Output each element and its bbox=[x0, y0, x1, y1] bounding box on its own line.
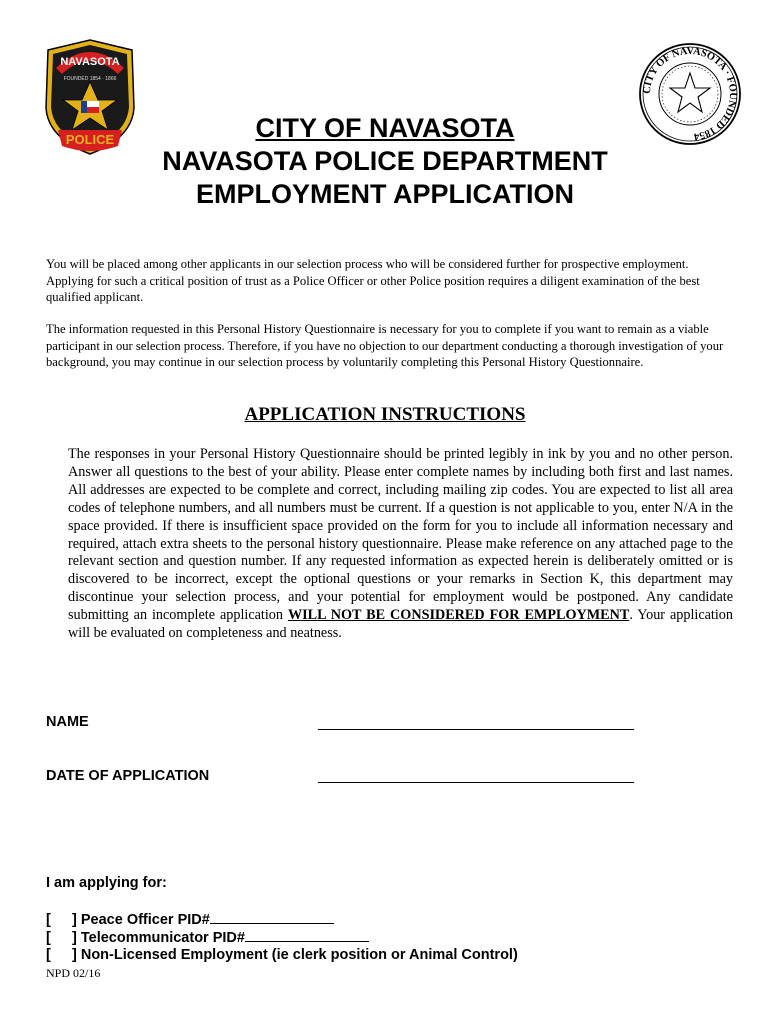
option-peace-officer[interactable] bbox=[46, 911, 334, 928]
instructions-text-2: . Your application will be evaluated on completeness and neatness. bbox=[68, 607, 733, 642]
peace-officer-checkbox[interactable]: [ bbox=[46, 912, 51, 928]
peace-officer-label: ] Peace Officer PID# bbox=[72, 912, 210, 928]
telecommunicator-label: ] Telecommunicator PID# bbox=[72, 930, 245, 946]
form-code-footer: NPD 02/16 bbox=[46, 966, 101, 980]
city-title: CITY OF NAVASOTA bbox=[255, 113, 515, 143]
intro-paragraph-1: You will be placed among other applicants in our selection process who will be considered further for prospective employment. Applying for such a critical position of trust as a Police Officer or other Police position requires a diligent examination of the best qualified applicant. bbox=[46, 257, 700, 305]
intro-paragraph-2: The information requested in this Personal History Questionnaire is necessary for you to complete if you want to remain as a viable participant in our selection process. Therefore, if you have no objection to our department conducting a thorough investigation of your background, you may continue in our selection process by voluntarily completing this Personal History Questionnaire. bbox=[46, 322, 724, 370]
instructions-heading: APPLICATION INSTRUCTIONS bbox=[244, 404, 526, 425]
date-of-application-field[interactable] bbox=[318, 782, 634, 783]
seal-text: CITY OF NAVASOTA · FOUNDED 1854 bbox=[641, 45, 739, 142]
instructions-text-1: The responses in your Personal History Questionnaire should be printed legibly in ink by you and no other person. Answer all questions to the best of your ability. Please enter complete names by including both first and last names. All addresses are expected to be complete and correct, including mailing zip codes. You are expected to list all area codes of telephone numbers, and all numbers must be current. If a question is not applicable to you, enter N/A in the space provided. If there is insufficient space provided on the form for you to include all information necessary and required, attach extra sheets to the personal history questionnaire. Please make reference on any attached page to the relevant section and question number. If any requested information as expected herein is deliberately omitted or is discovered to be incorrect, except the optional questions or your remarks in Section K, this department may discontinue your selection process, and your potential for employment would be postponed. Any candidate submitting an incomplete application bbox=[68, 446, 733, 624]
telecommunicator-checkbox[interactable]: [ bbox=[46, 930, 51, 946]
badge-top-text: NAVASOTA bbox=[60, 56, 120, 68]
name-label: NAME bbox=[46, 714, 89, 730]
application-title: EMPLOYMENT APPLICATION bbox=[196, 179, 574, 209]
applying-for-label: I am applying for: bbox=[46, 875, 167, 891]
department-title: NAVASOTA POLICE DEPARTMENT bbox=[162, 146, 608, 176]
date-of-application-label: DATE OF APPLICATION bbox=[46, 768, 210, 784]
instructions-emphasis: WILL NOT BE CONSIDERED FOR EMPLOYMENT bbox=[287, 607, 630, 624]
name-field[interactable] bbox=[318, 729, 634, 730]
option-telecommunicator[interactable] bbox=[46, 929, 369, 946]
peace-officer-pid-field[interactable] bbox=[210, 911, 334, 924]
instructions-body bbox=[68, 446, 733, 643]
badge-bottom-text: POLICE bbox=[65, 132, 115, 147]
document-title-block bbox=[0, 112, 770, 211]
non-licensed-label: ] Non-Licensed Employment (ie clerk position or Animal Control) bbox=[72, 947, 518, 963]
option-non-licensed[interactable] bbox=[46, 947, 518, 963]
telecommunicator-pid-field[interactable] bbox=[245, 929, 369, 942]
non-licensed-checkbox[interactable]: [ bbox=[46, 947, 51, 963]
badge-founded-text: FOUNDED 1854 · 1866 bbox=[63, 76, 117, 82]
